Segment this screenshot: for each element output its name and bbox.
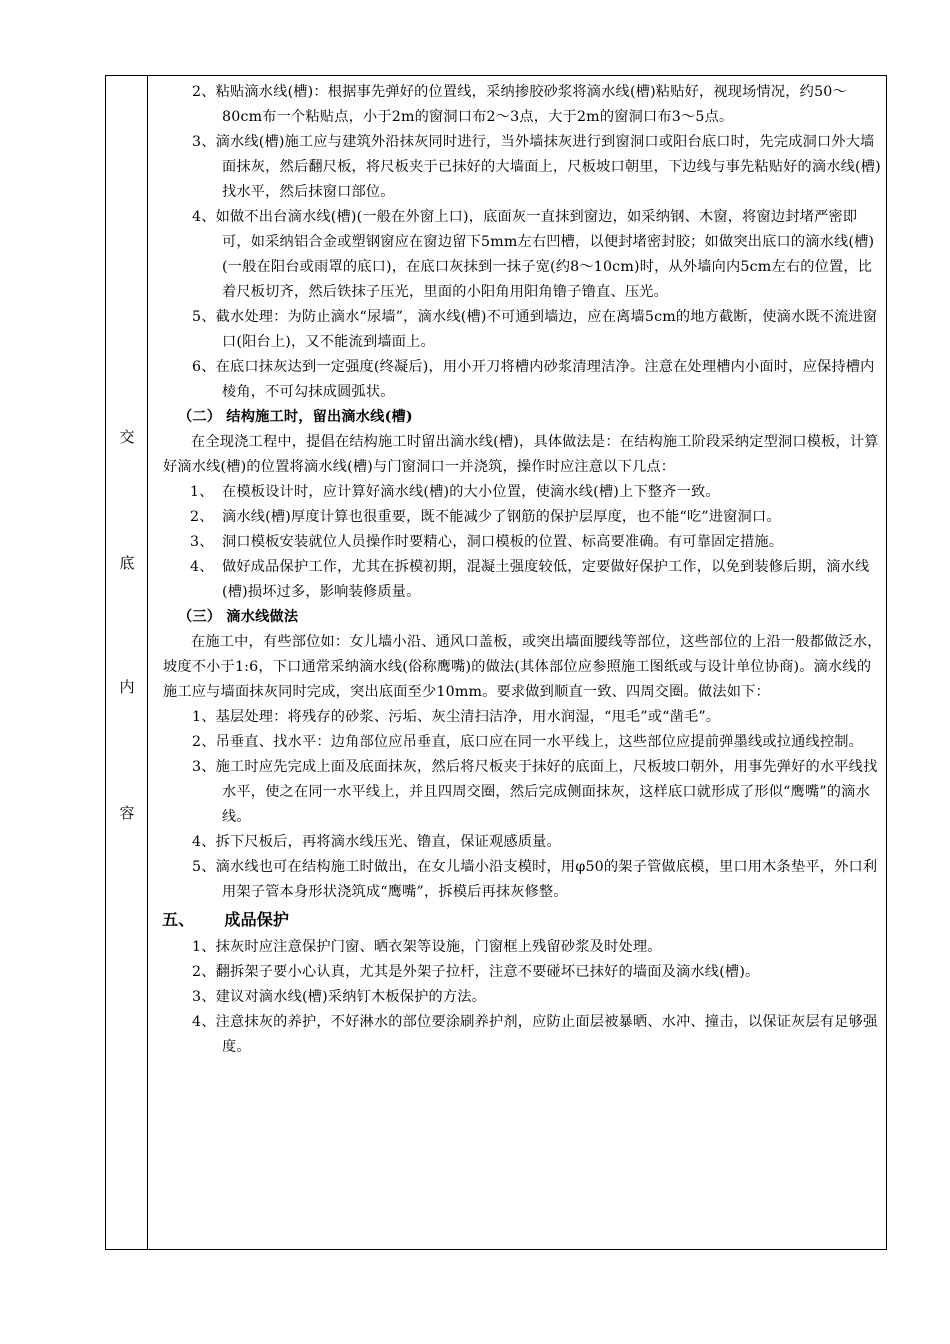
side-label-column xyxy=(106,76,148,1249)
section-number: 五、 xyxy=(162,910,195,929)
list-item xyxy=(158,355,882,405)
item-text: 洞口模板安装就位人员操作时要精心，洞口模板的位置、标高要准确。有可靠固定措施。 xyxy=(222,534,784,550)
item-number: 4、 xyxy=(192,1014,216,1030)
item-text: 滴水线也可在结构施工时做出，在女儿墙小沿支模时，用φ50的架子管做底模，里口用木条垫平，外口利用架子管本身形状浇筑成“鹰嘴”，拆模后再抹灰修整。 xyxy=(215,859,878,900)
side-label-char: 容 xyxy=(119,804,135,822)
item-number: 4、 xyxy=(192,209,216,225)
item-text: 做好成品保护工作，尤其在拆模初期，混凝土强度较低，定要做好保护工作，以免到装修后期，滴水线(槽)损坏过多，影响装修质量。 xyxy=(222,559,870,600)
item-text: 施工时应先完成上面及底面抹灰，然后将尺板夹于抹好的底面上，尺板坡口朝外，用事先弹好的水平线找水平，使之在同一水平线上，并且四周交圈，然后完成侧面抹灰，这样底口就形成了形似“鹰嘴”的滴水线。 xyxy=(215,759,878,825)
list-item xyxy=(158,985,882,1010)
list-item xyxy=(158,305,882,355)
item-text: 在底口抹灰达到一定强度(终凝后)，用小开刀将槽内砂浆清理洁净。注意在处理槽内小面时，应保持槽内棱角，不可勾抹成圆弧状。 xyxy=(215,359,875,400)
item-number: 2、 xyxy=(192,84,216,100)
list-item xyxy=(158,705,882,730)
section-heading xyxy=(158,905,882,935)
side-label-char: 底 xyxy=(119,554,135,572)
item-number: 3、 xyxy=(190,534,214,550)
item-text: 翻拆架子要小心认真，尤其是外架子拉杆，注意不要碰坏已抹好的墙面及滴水线(槽)。 xyxy=(215,964,760,980)
list-item xyxy=(158,530,882,555)
item-number: 4、 xyxy=(190,559,214,575)
item-number: 6、 xyxy=(192,359,216,375)
list-item xyxy=(158,935,882,960)
section-title: 成品保护 xyxy=(224,910,290,929)
list-item xyxy=(158,855,882,905)
subsection-intro: 在施工中，有些部位如：女儿墙小沿、通风口盖板，或突出墙面腰线等部位，这些部位的上沿一般都做泛水，坡度不小于1:6，下口通常采纳滴水线(俗称鹰嘴)的做法(其体部位应参照施工图纸或与设计单位协商)。滴水线的施工应与墙面抹灰同时完成，突出底面至少10mm。要求做到顺直一致、四周交圈。做法如下： xyxy=(163,634,882,700)
list-item xyxy=(158,1010,882,1060)
item-number: 2、 xyxy=(192,964,216,980)
item-text: 滴水线(槽)厚度计算也很重要，既不能减少了钢筋的保护层厚度，也不能“吃”进窗洞口。 xyxy=(222,509,781,525)
item-text: 拆下尺板后，再将滴水线压光、镥直，保证观感质量。 xyxy=(215,834,561,850)
item-number: 1、 xyxy=(192,939,216,955)
item-number: 1、 xyxy=(190,484,214,500)
item-text: 滴水线(槽)施工应与建筑外沿抹灰同时进行，当外墙抹灰进行到窗洞口或阳台底口时，先完成洞口外大墙面抹灰，然后翻尺板，将尺板夹于已抹好的大墙面上，尺板坡口朝里，下边线与事先粘贴好的滴水线(槽)找水平，然后抹窗口部位。 xyxy=(215,134,881,200)
side-label-char: 内 xyxy=(119,678,135,696)
item-number: 3、 xyxy=(192,989,216,1005)
item-number: 1、 xyxy=(192,709,216,725)
item-text: 如做不出台滴水线(槽)(一般在外窗上口)，底面灰一直抹到窗边，如采纳钢、木窗，将窗边封堵严密即可，如采纳铝合金或塑钢窗应在窗边留下5mm左右凹槽，以便封堵密封胶；如做突出底口的滴水线(槽)(一般在阳台或雨罩的底口)，在底口灰抹到一抹子宽(约8～10cm)时，从外墙向内5cm左右的位置，比着尺板切齐，然后铁抹子压光，里面的小阳角用阳角镥子镥直、压光。 xyxy=(215,209,875,300)
item-number: 5、 xyxy=(192,309,216,325)
item-number: 5、 xyxy=(192,859,216,875)
item-text: 截水处理：为防止滴水“尿墙”，滴水线(槽)不可通到墙边，应在离墙5cm的地方截断，使滴水既不流进窗口(阳台上)，又不能流到墙面上。 xyxy=(215,309,878,350)
list-item xyxy=(158,480,882,505)
item-number: 3、 xyxy=(192,759,216,775)
list-item xyxy=(158,130,882,205)
item-text: 建议对滴水线(槽)采纳钉木板保护的方法。 xyxy=(215,989,487,1005)
item-text: 注意抹灰的养护，不好淋水的部位要涂刷养护剂，应防止面层被暴晒、水冲、撞击，以保证灰层有足够强度。 xyxy=(215,1014,878,1055)
list-item xyxy=(158,830,882,855)
item-number: 2、 xyxy=(190,509,214,525)
item-number: 3、 xyxy=(192,134,216,150)
list-item xyxy=(158,80,882,130)
subsection-intro: 在全现浇工程中，提倡在结构施工时留出滴水线(槽)，具体做法是：在结构施工阶段采纳定型洞口模板，计算好滴水线(槽)的位置将滴水线(槽)与门窗洞口一并浇筑，操作时应注意以下几点： xyxy=(163,434,879,475)
list-item xyxy=(158,730,882,755)
item-text: 粘贴滴水线(槽)：根据事先弹好的位置线，采纳掺胶砂浆将滴水线(槽)粘贴好，视现场情况，约50～80cm布一个粘贴点，小于2m的窗洞口布2～3点，大于2m的窗洞口布3～5点。 xyxy=(215,84,847,125)
item-number: 2、 xyxy=(192,734,216,750)
item-text: 抹灰时应注意保护门窗、晒衣架等设施，门窗框上残留砂浆及时处理。 xyxy=(215,939,662,955)
subsection-title: （三） 滴水线做法 xyxy=(178,609,299,625)
list-item xyxy=(158,505,882,530)
list-item xyxy=(158,555,882,605)
list-item xyxy=(158,205,882,305)
document-table xyxy=(105,75,887,1250)
item-text: 基层处理：将残存的砂浆、污垢、灰尘清扫洁净，用水润湿，“甩毛”或“凿毛”。 xyxy=(215,709,721,725)
list-item xyxy=(158,960,882,985)
content-body xyxy=(158,80,882,1060)
item-text: 在模板设计时，应计算好滴水线(槽)的大小位置，使滴水线(槽)上下整齐一致。 xyxy=(222,484,720,500)
list-item xyxy=(158,755,882,830)
item-number: 4、 xyxy=(192,834,216,850)
subsection-title: （二） 结构施工时，留出滴水线(槽) xyxy=(178,409,413,425)
side-label-char: 交 xyxy=(119,428,135,446)
item-text: 吊垂直、找水平：边角部位应吊垂直，底口应在同一水平线上，这些部位应提前弹墨线或拉通线控制。 xyxy=(215,734,864,750)
